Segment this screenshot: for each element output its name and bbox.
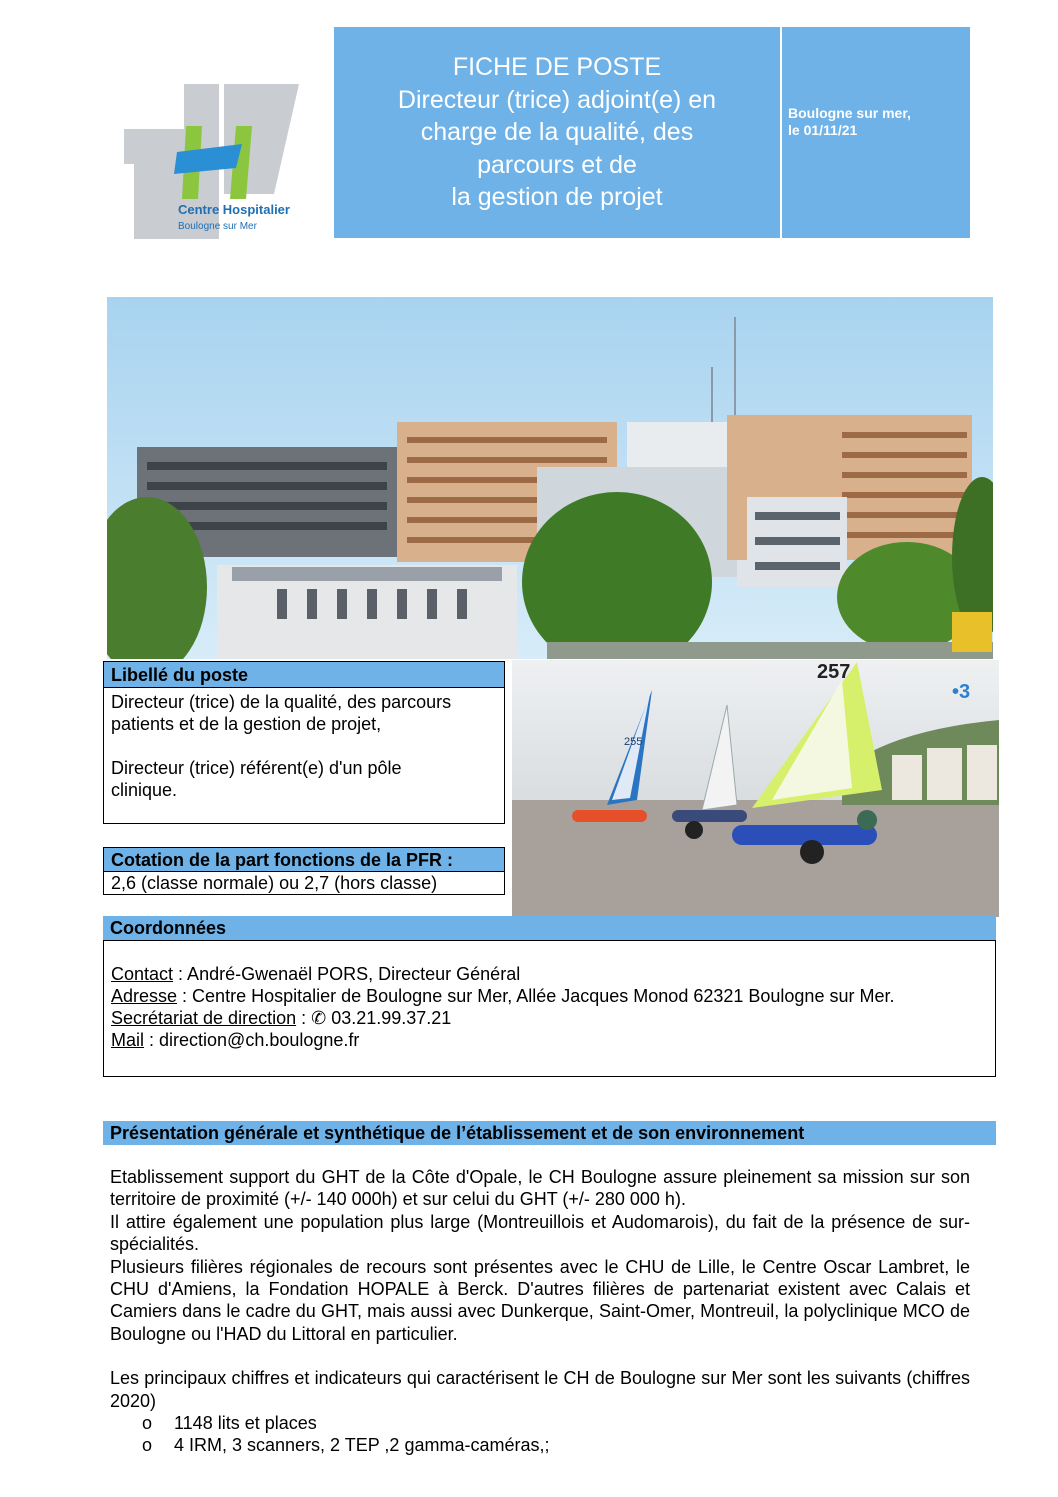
date-line: Boulogne sur mer, bbox=[788, 105, 911, 121]
secretariat-label: Secrétariat de direction bbox=[111, 1008, 297, 1028]
title-line: FICHE DE POSTE bbox=[452, 53, 662, 82]
sail-number-left: 255 bbox=[624, 736, 643, 748]
mail-value[interactable]: : direction@ch.boulogne.fr bbox=[144, 1030, 360, 1050]
header-date bbox=[782, 27, 970, 238]
title-line: Directeur (trice) adjoint(e) en bbox=[397, 85, 717, 114]
contact-value: : André-Gwenaël PORS, Directeur Général bbox=[173, 964, 521, 984]
date-line: le 01/11/21 bbox=[788, 122, 858, 138]
presentation-paragraph: Il attire également une population plus large (Montreuillois et Audomarois), du fait de la présence de sur-spécialités. bbox=[110, 1211, 970, 1255]
mail-label: Mail bbox=[111, 1030, 145, 1050]
job-label-body bbox=[104, 688, 504, 804]
job-title-header bbox=[334, 27, 780, 238]
list-item: o 1148 lits et places bbox=[110, 1412, 970, 1434]
pfr-section bbox=[103, 847, 505, 895]
pfr-value: 2,6 (classe normale) ou 2,7 (hors classe) bbox=[111, 873, 438, 893]
presentation-title: Présentation générale et synthétique de l’établissement et de son environnement bbox=[103, 1121, 996, 1145]
job-label-title: Libellé du poste bbox=[104, 662, 504, 688]
logo-name: Centre Hospitalier bbox=[178, 202, 290, 217]
sand-yacht-photo-icon bbox=[512, 660, 999, 917]
job-label-line: patients et de la gestion de projet, bbox=[111, 714, 382, 734]
contact-section bbox=[103, 940, 996, 1077]
title-line: charge de la qualité, des bbox=[420, 118, 694, 147]
logo-city: Boulogne sur Mer bbox=[178, 221, 257, 232]
address-label: Adresse bbox=[111, 986, 178, 1006]
presentation-paragraph: Etablissement support du GHT de la Côte d'Opale, le CH Boulogne assure pleinement sa mission sur son territoire de proximité (+/- 140 000h) et sur celui du GHT (+/- 280 000 h). bbox=[110, 1167, 970, 1210]
hospital-photo-icon bbox=[107, 297, 993, 659]
mail-line bbox=[111, 1029, 988, 1051]
pfr-title: Cotation de la part fonctions de la PFR : bbox=[104, 848, 504, 872]
sail-number-main: 257 bbox=[817, 661, 851, 683]
job-label-line: clinique. bbox=[111, 780, 178, 800]
title-line: parcours et de bbox=[477, 150, 637, 179]
contact-label: Contact bbox=[111, 964, 174, 984]
secretariat-line bbox=[111, 1007, 988, 1029]
job-label-line: Directeur (trice) de la qualité, des parcours bbox=[111, 692, 452, 712]
contact-line bbox=[111, 963, 988, 985]
contact-section-title: Coordonnées bbox=[103, 916, 996, 940]
presentation-body bbox=[110, 1166, 970, 1457]
job-label-line bbox=[111, 735, 497, 757]
secretariat-value: : ✆ 03.21.99.37.21 bbox=[296, 1008, 452, 1028]
presentation-intro: Les principaux chiffres et indicateurs qui caractérisent le CH de Boulogne sur Mer sont les suivants (chiffres 2020) bbox=[110, 1368, 970, 1411]
title-line: la gestion de projet bbox=[451, 183, 663, 212]
job-label-line: Directeur (trice) référent(e) d'un pôle bbox=[111, 758, 402, 778]
presentation-paragraph: Plusieurs filières régionales de recours sont présentes avec le CHU de Lille, le Centre Oscar Lambret, le CHU d'Amiens, la Fondation HOPALE à Berck. D'autres filières de partenariat existent avec Calais et Camiers dans le cadre du GHT, mais aussi avec Dunkerque, Saint-Omer, Montreuil, la polyclinique MCO de Boulogne ou l'HAD du Littoral en particulier. bbox=[110, 1256, 970, 1344]
address-line bbox=[111, 985, 988, 1007]
job-label-section bbox=[103, 661, 505, 824]
channel-logo: •3 bbox=[952, 681, 971, 703]
list-item: o 4 IRM, 3 scanners, 2 TEP ,2 gamma-caméras,; bbox=[110, 1434, 970, 1456]
address-value: : Centre Hospitalier de Boulogne sur Mer, Allée Jacques Monod 62321 Boulogne sur Mer. bbox=[177, 986, 895, 1006]
key-figures-list bbox=[110, 1412, 970, 1457]
